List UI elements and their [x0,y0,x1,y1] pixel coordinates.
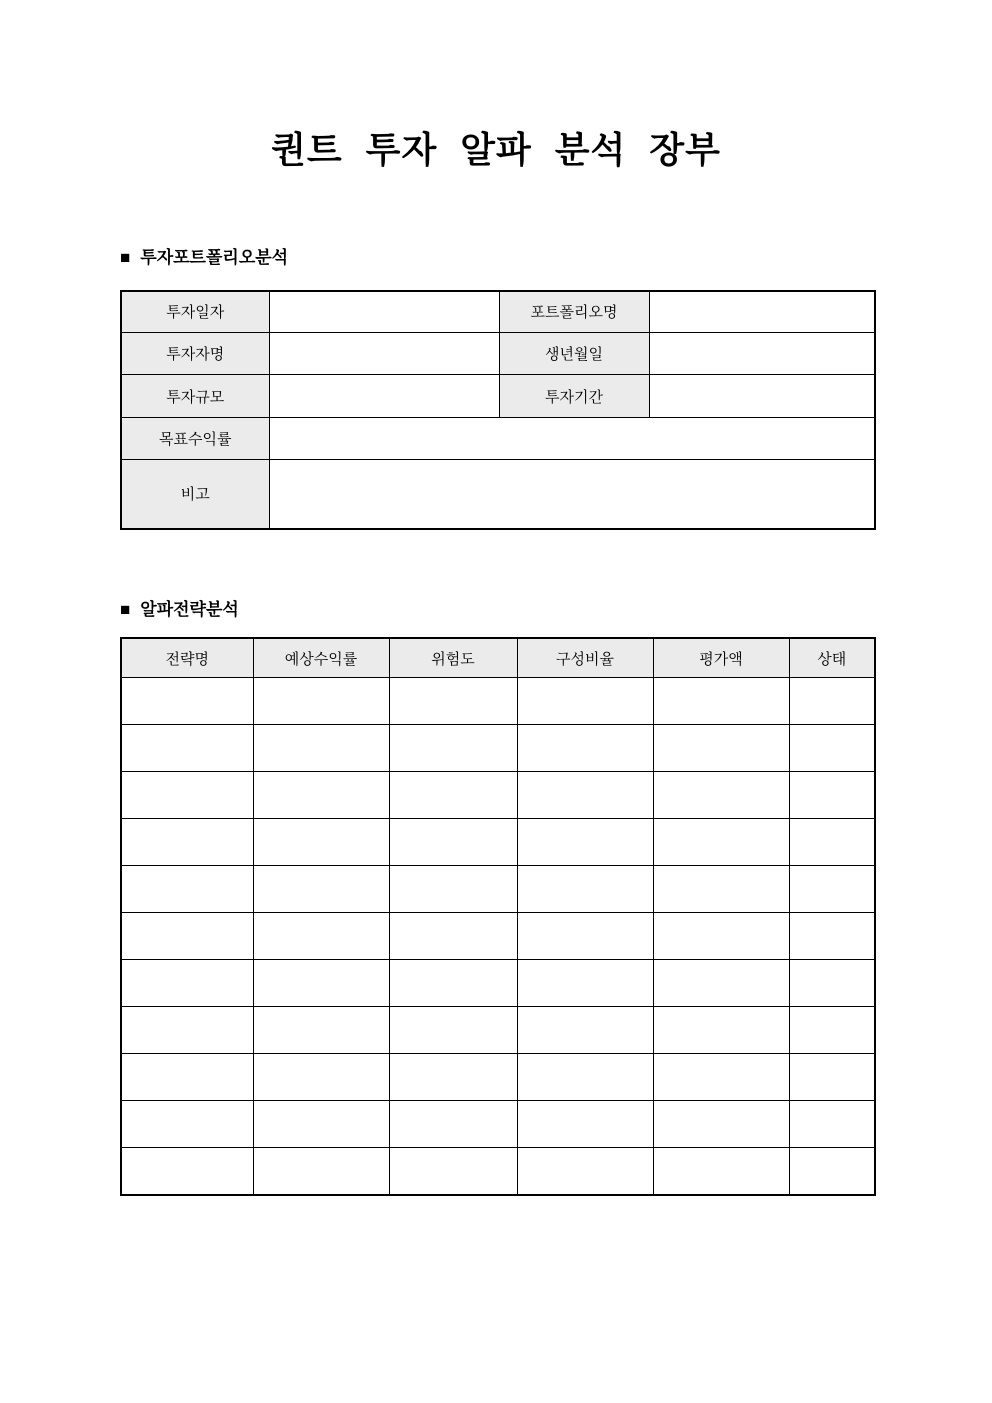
square-bullet-icon: ■ [120,248,131,268]
strategy-empty-cell [253,913,389,960]
strategy-empty-cell [653,725,789,772]
strategy-empty-cell [389,960,517,1007]
strategy-empty-cell [653,913,789,960]
column-header-strategy-name: 전략명 [121,638,253,678]
table-row [121,375,875,418]
field-label-portfolio-name: 포트폴리오명 [499,291,649,333]
strategy-table-body [121,678,875,1195]
column-header-expected-return: 예상수익률 [253,638,389,678]
strategy-empty-row [121,772,875,819]
strategy-empty-cell [121,1007,253,1054]
strategy-empty-cell [517,772,653,819]
strategy-empty-cell [789,1148,875,1195]
strategy-header-row [121,638,875,678]
field-label-investment-size: 투자규모 [121,375,269,418]
field-value-investment-size [269,375,499,418]
strategy-empty-cell [253,866,389,913]
strategy-empty-cell [789,960,875,1007]
strategy-empty-cell [789,913,875,960]
column-header-valuation: 평가액 [653,638,789,678]
strategy-empty-cell [517,1054,653,1101]
strategy-empty-cell [253,1101,389,1148]
strategy-empty-row [121,819,875,866]
strategy-empty-row [121,725,875,772]
strategy-empty-cell [789,1054,875,1101]
strategy-empty-cell [121,913,253,960]
strategy-empty-cell [517,960,653,1007]
portfolio-table-body [121,291,875,529]
strategy-empty-cell [121,1101,253,1148]
field-label-investment-date: 투자일자 [121,291,269,333]
strategy-empty-cell [253,1148,389,1195]
strategy-empty-cell [389,1054,517,1101]
strategy-empty-cell [517,866,653,913]
strategy-empty-cell [653,960,789,1007]
strategy-empty-cell [653,1148,789,1195]
strategy-empty-cell [253,1007,389,1054]
strategy-empty-cell [789,1007,875,1054]
strategy-empty-cell [389,1007,517,1054]
field-value-birth-date [649,333,875,375]
table-row [121,418,875,460]
column-header-composition-ratio: 구성비율 [517,638,653,678]
strategy-empty-cell [517,819,653,866]
strategy-empty-cell [389,819,517,866]
field-value-target-return [269,418,875,460]
strategy-empty-row [121,1148,875,1195]
table-row [121,291,875,333]
strategy-empty-row [121,678,875,725]
field-value-investment-date [269,291,499,333]
strategy-empty-cell [653,819,789,866]
strategy-empty-cell [653,772,789,819]
field-value-portfolio-name [649,291,875,333]
column-header-risk-level: 위험도 [389,638,517,678]
strategy-empty-cell [653,678,789,725]
strategy-empty-cell [253,960,389,1007]
field-value-investor-name [269,333,499,375]
square-bullet-icon: ■ [120,599,131,619]
strategy-empty-cell [389,866,517,913]
strategy-empty-cell [653,1054,789,1101]
field-value-investment-period [649,375,875,418]
strategy-empty-cell [789,772,875,819]
strategy-empty-cell [653,1007,789,1054]
strategy-empty-cell [121,1148,253,1195]
strategy-empty-cell [121,725,253,772]
section-heading-portfolio [120,248,992,268]
table-row [121,333,875,375]
strategy-empty-cell [253,772,389,819]
strategy-empty-cell [389,772,517,819]
strategy-empty-cell [653,866,789,913]
strategy-empty-cell [517,913,653,960]
field-label-investment-period: 투자기간 [499,375,649,418]
strategy-empty-cell [389,1101,517,1148]
strategy-empty-cell [253,678,389,725]
strategy-empty-cell [121,1054,253,1101]
strategy-empty-cell [789,866,875,913]
field-label-birth-date: 생년월일 [499,333,649,375]
strategy-empty-cell [789,725,875,772]
strategy-empty-cell [517,725,653,772]
strategy-empty-row [121,1054,875,1101]
field-value-remarks [269,460,875,529]
strategy-empty-cell [253,725,389,772]
alpha-strategy-table [120,637,876,1196]
strategy-empty-cell [517,1007,653,1054]
table-row [121,460,875,529]
strategy-empty-cell [121,960,253,1007]
strategy-empty-cell [253,819,389,866]
strategy-empty-cell [389,678,517,725]
strategy-empty-cell [389,725,517,772]
portfolio-info-table [120,290,876,530]
strategy-empty-cell [789,1101,875,1148]
field-label-target-return: 목표수익률 [121,418,269,460]
column-header-status: 상태 [789,638,875,678]
section-heading-label: 투자포트폴리오분석 [140,248,289,268]
strategy-table-head [121,638,875,678]
strategy-empty-cell [517,1101,653,1148]
field-label-remarks: 비고 [121,460,269,529]
strategy-empty-cell [121,772,253,819]
strategy-empty-cell [121,678,253,725]
strategy-empty-row [121,913,875,960]
section-heading-label: 알파전략분석 [140,599,239,619]
strategy-empty-cell [789,678,875,725]
strategy-empty-row [121,1101,875,1148]
strategy-empty-row [121,1007,875,1054]
page-title: 퀀트 투자 알파 분석 장부 [271,129,721,170]
strategy-empty-cell [517,678,653,725]
strategy-empty-cell [121,819,253,866]
strategy-empty-cell [121,866,253,913]
strategy-empty-row [121,866,875,913]
section-heading-strategy [120,600,992,620]
strategy-empty-cell [653,1101,789,1148]
strategy-empty-cell [253,1054,389,1101]
strategy-empty-cell [517,1148,653,1195]
field-label-investor-name: 투자자명 [121,333,269,375]
strategy-empty-cell [789,819,875,866]
strategy-empty-cell [389,913,517,960]
strategy-empty-cell [389,1148,517,1195]
strategy-empty-row [121,960,875,1007]
